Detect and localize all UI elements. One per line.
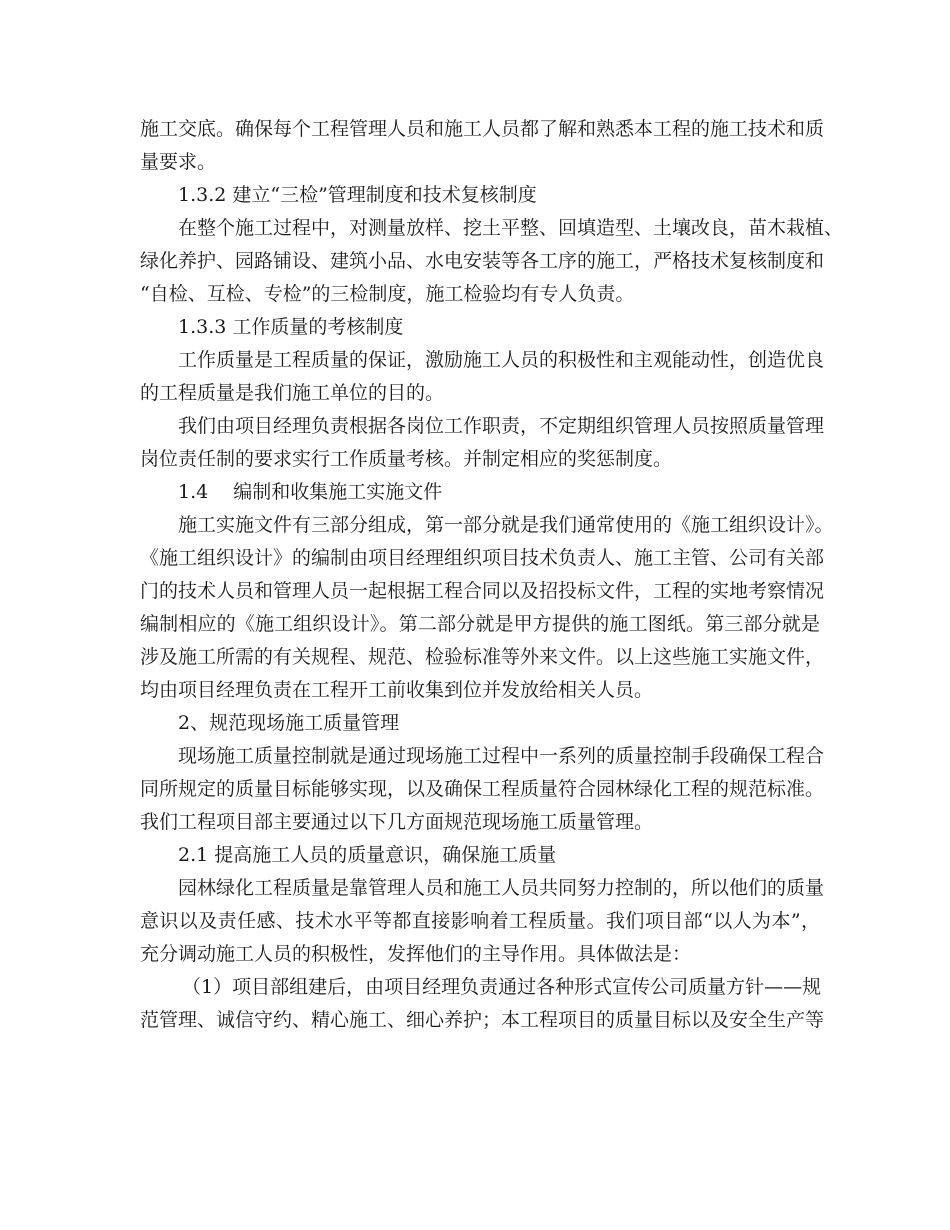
text-line: 园林绿化工程质量是靠管理人员和施工人员共同努力控制的，所以他们的质量 — [178, 877, 825, 899]
text-line: 1.3.3 工作质量的考核制度 — [178, 316, 404, 338]
text-line: 我们由项目经理负责根据各岗位工作职责，不定期组织管理人员按照质量管理 — [178, 415, 825, 437]
text-line: 意识以及责任感、技术水平等都直接影响着工程质量。我们项目部“以人为本”， — [140, 910, 820, 932]
text-line: 量要求。 — [140, 151, 217, 173]
text-line: 施工交底。确保每个工程管理人员和施工人员都了解和熟悉本工程的施工技术和质 — [140, 118, 825, 140]
text-line: 涉及施工所需的有关规程、规范、检验标准等外来文件。以上这些施工实施文件， — [140, 646, 825, 668]
text-line: 1.4 编制和收集施工实施文件 — [178, 481, 443, 503]
text-line: 《施工组织设计》的编制由项目经理组织项目技术负责人、施工主管、公司有关部 — [140, 547, 825, 569]
text-line: 同所规定的质量目标能够实现，以及确保工程质量符合园林绿化工程的规范标准。 — [140, 778, 825, 800]
text-line: “自检、互检、专检”的三检制度，施工检验均有专人负责。 — [140, 283, 635, 305]
text-line: 范管理、诚信守约、精心施工、细心养护；本工程项目的质量目标以及安全生产等 — [140, 1009, 825, 1031]
text-line: 在整个施工过程中，对测量放样、挖土平整、回填造型、土壤改良，苗木栽植、 — [178, 217, 844, 239]
text-line: 施工实施文件有三部分组成，第一部分就是我们通常使用的《施工组织设计》。 — [178, 514, 834, 536]
document-body — [140, 113, 844, 1037]
text-line: 门的技术人员和管理人员一起根据工程合同以及招投标文件，工程的实地考察情况 — [140, 580, 825, 602]
text-line: 我们工程项目部主要通过以下几方面规范现场施工质量管理。 — [140, 811, 654, 833]
text-line: 岗位责任制的要求实行工作质量考核。并制定相应的奖惩制度。 — [140, 448, 673, 470]
text-line: （1）项目部组建后，由项目经理负责通过各种形式宣传公司质量方针——规 — [182, 976, 822, 998]
text-line: 2.1 提高施工人员的质量意识，确保施工质量 — [178, 844, 557, 866]
text-line: 绿化养护、园路铺设、建筑小品、水电安装等各工序的施工，严格技术复核制度和 — [140, 250, 825, 272]
text-line: 2、规范现场施工质量管理 — [178, 712, 400, 734]
text-line: 1.3.2 建立“三检”管理制度和技术复核制度 — [178, 184, 537, 206]
text-line: 的工程质量是我们施工单位的目的。 — [140, 382, 445, 404]
text-line: 现场施工质量控制就是通过现场施工过程中一系列的质量控制手段确保工程合 — [178, 745, 825, 767]
text-line: 工作质量是工程质量的保证，激励施工人员的积极性和主观能动性，创造优良 — [178, 349, 825, 371]
text-line: 编制相应的《施工组织设计》。第二部分就是甲方提供的施工图纸。第三部分就是 — [140, 613, 820, 635]
text-line: 均由项目经理负责在工程开工前收集到位并发放给相关人员。 — [140, 679, 654, 701]
text-line: 充分调动施工人员的积极性，发挥他们的主导作用。具体做法是： — [140, 943, 692, 965]
